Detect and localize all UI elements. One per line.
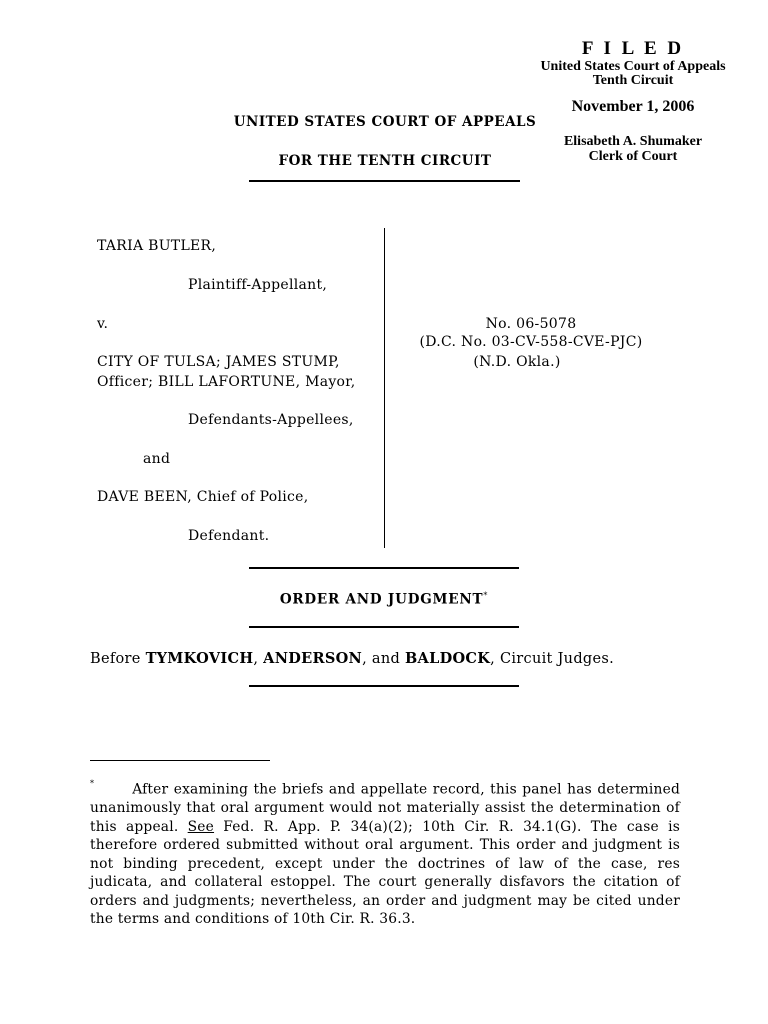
defendants-line-2: Officer; BILL LAFORTUNE, Mayor, bbox=[97, 374, 356, 390]
clerk-name: Elisabeth A. Shumaker bbox=[563, 134, 703, 149]
clerk-title: Clerk of Court bbox=[588, 149, 678, 164]
footnote-text-b: Fed. R. App. P. 34(a)(2); 10th Cir. R. 34.1(G). The case is therefore ordered submitted without oral argument. This order and judgment is not binding precedent, except under the doctrines of law of the case, res judicata, and collateral estoppel. The court generally disfavors the citation of orders and judgments; nevertheless, an order and judgment may be cited under the terms and conditions of 10th Cir. R. 36.3. bbox=[90, 818, 680, 928]
stamp-court: United States Court of Appeals bbox=[540, 59, 726, 74]
filed-label: F I L E D bbox=[581, 38, 685, 59]
judge-baldock: BALDOCK bbox=[405, 650, 491, 667]
defendant-2-role: Defendant. bbox=[188, 528, 270, 544]
plaintiff-name: TARIA BUTLER, bbox=[97, 238, 217, 254]
footnote-separator bbox=[90, 760, 270, 761]
stamp-circuit: Tenth Circuit bbox=[592, 73, 674, 88]
caption-divider bbox=[384, 228, 385, 548]
footnote bbox=[90, 777, 680, 929]
dc-case-number: (D.C. No. 03-CV-558-CVE-PJC) bbox=[419, 334, 643, 350]
judge-tymkovich: TYMKOVICH bbox=[145, 650, 254, 667]
circuit-name: FOR THE TENTH CIRCUIT bbox=[278, 153, 492, 169]
panel-before: Before bbox=[90, 651, 146, 667]
district-label: (N.D. Okla.) bbox=[473, 354, 561, 370]
heading-rule bbox=[249, 180, 520, 182]
panel-sep-1: , bbox=[253, 651, 264, 667]
versus-label: v. bbox=[97, 316, 109, 332]
plaintiff-role: Plaintiff-Appellant, bbox=[188, 277, 328, 293]
panel-suffix: , Circuit Judges. bbox=[490, 651, 615, 667]
footnote-see-signal: See bbox=[187, 818, 215, 835]
panel-rule bbox=[249, 685, 519, 687]
judge-anderson: ANDERSON bbox=[263, 650, 363, 667]
order-title: ORDER AND JUDGMENT bbox=[279, 591, 484, 608]
order-rule-top bbox=[249, 567, 519, 569]
order-rule-bottom bbox=[249, 626, 519, 628]
court-name: UNITED STATES COURT OF APPEALS bbox=[233, 114, 537, 130]
case-number: No. 06-5078 bbox=[485, 316, 577, 332]
and-label: and bbox=[143, 451, 171, 467]
filed-date: November 1, 2006 bbox=[571, 98, 695, 115]
order-title-row bbox=[249, 591, 519, 608]
defendants-line-1: CITY OF TULSA; JAMES STUMP, bbox=[97, 354, 340, 370]
footnote-text-a: After examining the briefs and appellate record, this panel has determined unanimously that oral argument would not materially assist the determination of this appeal. bbox=[90, 781, 680, 835]
footnote-marker: * bbox=[90, 779, 95, 788]
order-footnote-marker: * bbox=[483, 591, 489, 600]
panel-sep-2: , and bbox=[362, 651, 405, 667]
defendants-role: Defendants-Appellees, bbox=[188, 412, 354, 428]
filed-stamp bbox=[520, 38, 746, 164]
panel-line bbox=[90, 650, 614, 667]
defendant-2-name: DAVE BEEN, Chief of Police, bbox=[97, 489, 309, 505]
